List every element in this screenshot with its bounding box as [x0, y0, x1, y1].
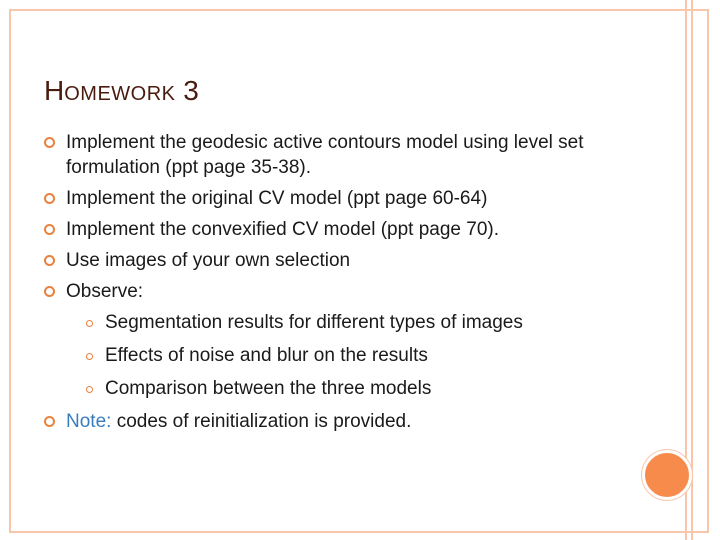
- bullet-icon: [44, 224, 55, 235]
- sub-list-item: [44, 343, 604, 368]
- sub-bullet-icon: [86, 386, 93, 393]
- sub-list-item-text: Segmentation results for different types of images: [105, 312, 523, 333]
- bullet-icon: [44, 137, 55, 148]
- decorative-line-right: [691, 0, 693, 540]
- bullet-icon: [44, 286, 55, 297]
- list-item-text: Implement the geodesic active contours model using level set formulation (ppt page 35-38).: [66, 132, 584, 178]
- list-item-text: Implement the convexified CV model (ppt page 70).: [66, 219, 500, 240]
- sub-bullet-icon: [86, 353, 93, 360]
- list-item-text: Implement the original CV model (ppt page 60-64): [66, 188, 488, 209]
- list-item: [44, 248, 604, 273]
- sub-list-item-text: Effects of noise and blur on the results: [105, 345, 428, 366]
- sub-bullet-icon: [86, 320, 93, 327]
- list-item-text: Observe:: [66, 281, 144, 302]
- bullet-icon: [44, 193, 55, 204]
- sub-list-item-text: Comparison between the three models: [105, 378, 432, 399]
- decorative-circle: [642, 450, 692, 500]
- list-item-note: [44, 409, 604, 434]
- title-rest: OMEWORK: [64, 83, 176, 105]
- bullet-icon: [44, 255, 55, 266]
- note-label: Note:: [66, 411, 112, 432]
- title-initial: H: [44, 75, 65, 106]
- sub-list-item: [44, 310, 604, 335]
- bullet-icon: [44, 416, 55, 427]
- list-item: [44, 130, 604, 180]
- bullet-list: [44, 130, 604, 440]
- list-item: [44, 217, 604, 242]
- note-text: codes of reinitialization is provided.: [111, 411, 412, 432]
- list-item-text: Use images of your own selection: [66, 250, 351, 271]
- list-item: [44, 186, 604, 211]
- slide-title: [44, 76, 199, 109]
- list-item: [44, 279, 604, 304]
- sub-list-item: [44, 376, 604, 401]
- title-number: 3: [183, 75, 199, 106]
